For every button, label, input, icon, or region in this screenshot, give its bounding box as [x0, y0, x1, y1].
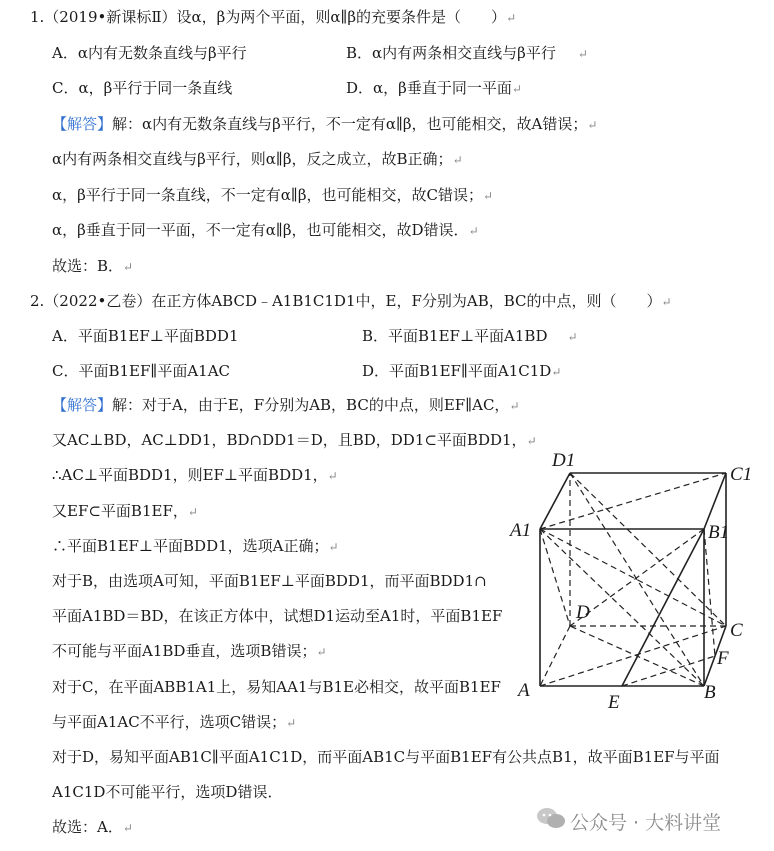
q1-answer-line-2: α内有两条相交直线与β平行，则α∥β，反之成立，故B正确；↵ [52, 150, 463, 168]
label-b: B [704, 682, 716, 703]
cube-figure [504, 446, 772, 716]
diag-d1-b [570, 473, 704, 686]
diag-b1-d [570, 529, 704, 626]
diag-b1-f [704, 529, 715, 656]
q2-answer-line-8: 不可能与平面A1BD垂直，选项B错误；↵ [52, 642, 327, 660]
q1-option-d: D．α，β垂直于同一平面↵ [346, 79, 522, 97]
label-d: D [576, 602, 590, 623]
wechat-icon [536, 806, 566, 830]
label-d1: D1 [552, 450, 576, 471]
q2-answer-line-12: A1C1D不可能平行，选项D错误． [52, 783, 283, 801]
q2-answer-line-3: ∴AC⊥平面BDD1，则EF⊥平面BDD1，↵ [52, 466, 338, 484]
q2-answer-line-2: 又AC⊥BD，AC⊥DD1，BD∩DD1＝D，且BD，DD1⊂平面BDD1，↵ [52, 431, 537, 449]
watermark: 公众号 · 大料讲堂 [570, 812, 722, 834]
q2-answer-line-9: 对于C，在平面ABB1A1上，易知AA1与B1E必相交，故平面B1EF [52, 678, 501, 696]
diag-b-d [570, 626, 704, 686]
label-e: E [608, 692, 620, 713]
label-a: A [518, 680, 530, 701]
diag-a1-c1 [540, 473, 726, 529]
q2-option-a: A．平面B1EF⊥平面BDD1 [52, 327, 239, 345]
diag-a1-c [540, 529, 726, 626]
q1-answer-line-1: 【解答】解：α内有无数条直线与β平行，不一定有α∥β，也可能相交，故A错误；↵ [52, 115, 598, 133]
q2-answer-line-7: 平面A1BD＝BD，在该正方体中，试想D1运动至A1时，平面B1EF [52, 607, 503, 625]
q1-answer-line-3: α，β平行于同一条直线，不一定有α∥β，也可能相交，故C错误；↵ [52, 186, 494, 204]
q2-answer-line-5: ∴平面B1EF⊥平面BDD1，选项A正确；↵ [52, 537, 339, 555]
q2-option-d: D．平面B1EF∥平面A1C1D↵ [362, 362, 562, 380]
q2-answer-line-4: 又EF⊂平面B1EF，↵ [52, 502, 198, 520]
label-b1: B1 [708, 522, 730, 543]
q1-choice: 故选：B．↵ [52, 257, 134, 275]
label-f: F [717, 648, 729, 669]
edge-b1-c1 [704, 473, 726, 529]
q2-option-c: C．平面B1EF∥平面A1AC [52, 362, 231, 380]
label-a1: A1 [510, 520, 532, 541]
q1-answer-line-4: α，β垂直于同一平面，不一定有α∥β，也可能相交，故D错误．↵ [52, 221, 479, 239]
q2-answer-line-6: 对于B，由选项A可知，平面B1EF⊥平面BDD1，而平面BDD1∩ [52, 572, 487, 590]
q1-stem: 1.（2019•新课标Ⅱ）设α，β为两个平面，则α∥β的充要条件是（ ）↵ [30, 8, 517, 26]
q2-answer-line-10: 与平面A1AC不平行，选项C错误；↵ [52, 713, 297, 731]
q2-stem: 2.（2022•乙卷）在正方体ABCD﹣A1B1C1D1中，E，F分别为AB，BC的中点，则（ ）↵ [30, 292, 672, 310]
edge-d-a [540, 626, 570, 686]
label-c1: C1 [730, 464, 753, 485]
label-c: C [730, 620, 743, 641]
q2-answer-line-1: 【解答】解：对于A，由于E，F分别为AB，BC的中点，则EF∥AC，↵ [52, 396, 520, 414]
q1-option-c: C．α，β平行于同一条直线 [52, 79, 233, 97]
q1-option-a: A．α内有无数条直线与β平行 [52, 44, 247, 62]
q1-option-b: B．α内有两条相交直线与β平行 ↵ [346, 44, 588, 62]
q2-option-b: B．平面B1EF⊥平面A1BD ↵ [362, 327, 578, 345]
q2-choice: 故选：A．↵ [52, 818, 133, 836]
q2-answer-line-11: 对于D，易知平面AB1C∥平面A1C1D，而平面AB1C与平面B1EF有公共点B1，故平面B1EF与平面 [52, 748, 720, 766]
edge-a1-d1 [540, 473, 570, 529]
